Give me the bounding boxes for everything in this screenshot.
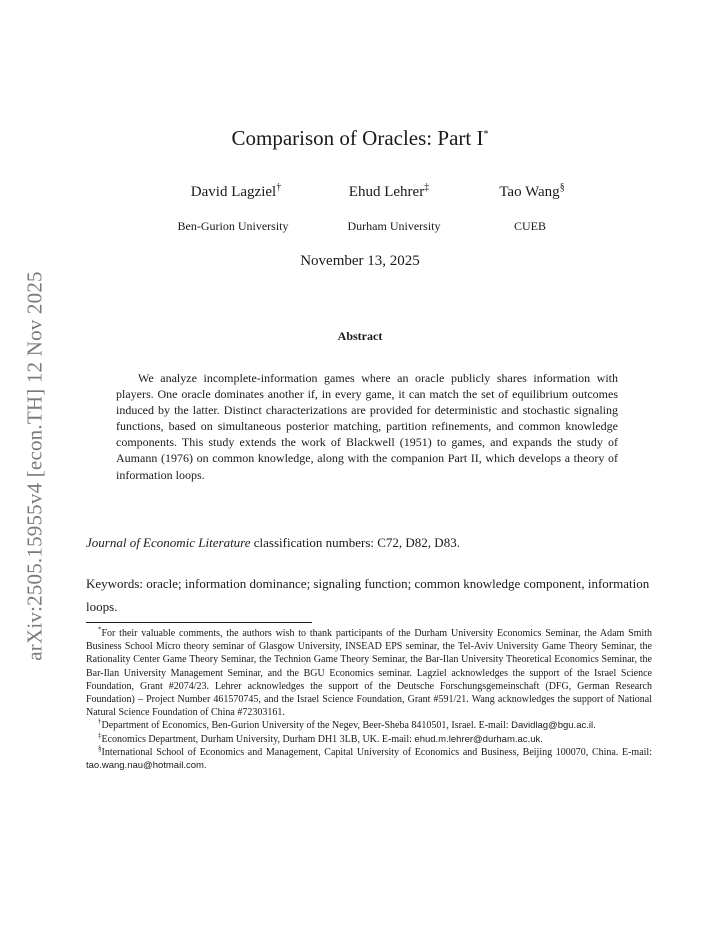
arxiv-identifier-stamp: arXiv:2505.15955v4 [econ.TH] 12 Nov 2025 bbox=[22, 271, 47, 661]
jel-journal-name: Journal of Economic Literature bbox=[86, 535, 251, 550]
publication-date: November 13, 2025 bbox=[300, 253, 420, 269]
footnote-text: For their valuable comments, the authors wish to thank participants of the Durham University Economics Seminar, the Adam Smith Business School Micro theory seminar of Glasgow University, INSEAD EPS seminar, the Tel-Aviv University Game Theory Seminar, the Rationality Center Game Theory Seminar, the Technion Game Theory Seminar, the Bar-Ilan University Theoretical Economics Seminar, the Bar-Ilan University Management Seminar, and the BGU Economics seminar. Lagziel acknowledges the support of the Israel Science Foundation, Grant #2074/23. Lehrer acknowledges the support of the Deutsche Forschungsgemeinschaft (DFG, German Research Foundation) – Project Number 461570745, and the Israel Science Foundation, Grant #591/21. Wang acknowledges the support of National Natural Science Foundation of China #72303161. bbox=[86, 628, 652, 719]
author-1-affiliation: Ben-Gurion University bbox=[177, 219, 289, 233]
abstract-text: We analyze incomplete-information games where an oracle publicly shares information with players. One oracle dominates another if, in every game, it can match the set of equilibrium outcomes induced by the latter. Distinct characterizations are provided for deterministic and stochastic signaling functions, based on simultaneous posterior matching, partition refinements, and common knowledge components. This study extends the work of Blackwell (1951) to games, and expands the study of Aumann (1976) on common knowledge, along with the companion Part II, which develops a theory of information loops. bbox=[116, 371, 618, 482]
author-2-email-link[interactable]: ehud.m.lehrer@durham.ac.uk. bbox=[414, 733, 543, 745]
author-footnote-mark: § bbox=[559, 182, 565, 193]
footnote-author-3 bbox=[86, 746, 652, 772]
paper-title bbox=[0, 126, 720, 151]
footnote-mark: ‡ bbox=[98, 731, 102, 740]
author-1-email-link[interactable]: Davidlag@bgu.ac.il. bbox=[511, 720, 596, 732]
author-footnote-mark: ‡ bbox=[424, 182, 430, 193]
footnote-text: International School of Economics and Management, Capital University of Economics and Business, Beijing 100070, China. E-mail: bbox=[101, 746, 652, 758]
footnote-acknowledgements bbox=[86, 627, 652, 719]
footnote-divider bbox=[86, 622, 312, 623]
footnote-mark: * bbox=[98, 625, 102, 634]
title-footnote-mark: * bbox=[483, 129, 489, 140]
author-name: Tao Wang bbox=[499, 184, 560, 200]
footnote-author-2 bbox=[86, 733, 652, 746]
footnote-text: Department of Economics, Ben-Gurion University of the Negev, Beer-Sheba 8410501, Israel. E-mail: bbox=[101, 720, 512, 732]
jel-classification bbox=[86, 535, 656, 551]
footnotes bbox=[86, 627, 652, 772]
author-3-email-link[interactable]: tao.wang.nau@hotmail.com. bbox=[86, 760, 207, 772]
footnote-mark: § bbox=[98, 744, 102, 753]
author-2 bbox=[349, 184, 429, 201]
footnote-text: Economics Department, Durham University, Durham DH1 3LB, UK. E-mail: bbox=[101, 733, 415, 745]
footnote-author-1 bbox=[86, 719, 652, 732]
keywords: Keywords: oracle; information dominance; signaling function; common knowledge component, information loops. bbox=[86, 576, 650, 614]
abstract-heading: Abstract bbox=[337, 329, 383, 343]
author-name: Ehud Lehrer bbox=[348, 184, 425, 200]
author-1 bbox=[191, 184, 281, 201]
author-3-affiliation: CUEB bbox=[513, 219, 547, 233]
author-footnote-mark: † bbox=[276, 182, 282, 193]
author-3 bbox=[499, 184, 564, 201]
author-2-affiliation: Durham University bbox=[347, 219, 441, 233]
footnote-mark: † bbox=[98, 718, 102, 727]
jel-codes: classification numbers: C72, D82, D83. bbox=[250, 535, 460, 550]
paper-title-text: Comparison of Oracles: Part I bbox=[231, 126, 484, 150]
author-name: David Lagziel bbox=[190, 184, 277, 200]
